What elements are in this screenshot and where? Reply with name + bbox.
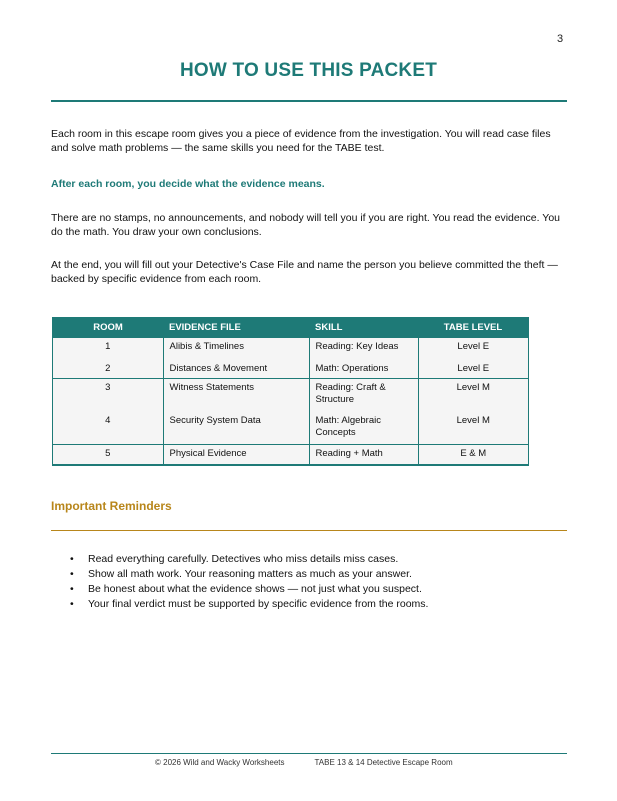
evidence-file: Physical Evidence: [163, 445, 309, 465]
table-row: [53, 445, 529, 465]
paragraph-rules: There are no stamps, no announcements, and nobody will tell you if you are right. You read the evidence. You do the math. You draw your own conclusions.: [51, 212, 561, 238]
reminder-text: Show all math work. Your reasoning matters as much as your answer.: [88, 568, 412, 580]
room-number: 2: [53, 360, 164, 379]
skill: Math: Operations: [309, 360, 418, 379]
lead-statement: After each room, you decide what the evidence means.: [51, 178, 325, 190]
bullet-icon: •: [70, 568, 74, 580]
page-title: HOW TO USE THIS PACKET: [179, 60, 438, 81]
table-row: [53, 379, 529, 412]
footer: [155, 758, 453, 767]
evidence-table: [52, 317, 529, 466]
reminder-text: Your final verdict must be supported by specific evidence from the rooms.: [88, 598, 429, 610]
header-room: ROOM: [53, 317, 164, 338]
header-evidence-file: EVIDENCE FILE: [163, 317, 309, 338]
tabe-level: Level E: [418, 338, 529, 360]
footer-product: TABE 13 & 14 Detective Escape Room: [314, 758, 453, 767]
reminders-heading: Important Reminders: [51, 499, 172, 513]
table-row: [53, 360, 529, 379]
bullet-icon: •: [70, 583, 74, 595]
reminders-divider: [51, 530, 567, 531]
room-number: 4: [53, 412, 164, 445]
footer-divider: [51, 753, 567, 754]
bullet-icon: •: [70, 598, 74, 610]
tabe-level: Level E: [418, 360, 529, 379]
list-item: [51, 597, 551, 612]
tabe-level: Level M: [418, 412, 529, 445]
intro-paragraph: Each room in this escape room gives you a piece of evidence from the investigation. You will read case files and solve math problems — the same skills you need for the TABE test.: [51, 128, 551, 154]
reminder-text: Be honest about what the evidence shows — not just what you suspect.: [88, 583, 422, 595]
evidence-file: Witness Statements: [163, 379, 309, 412]
room-number: 5: [53, 445, 164, 465]
bullet-icon: •: [70, 553, 74, 565]
list-item: [51, 552, 551, 567]
tabe-level: Level M: [418, 379, 529, 412]
tabe-level: E & M: [418, 445, 529, 465]
header-tabe-level: TABE LEVEL: [418, 317, 529, 338]
header-skill: SKILL: [309, 317, 418, 338]
skill: Math: Algebraic Concepts: [309, 412, 418, 445]
table-header-row: [53, 317, 529, 338]
skill: Reading + Math: [309, 445, 418, 465]
reminders-list: [51, 552, 551, 612]
evidence-file: Distances & Movement: [163, 360, 309, 379]
title-divider: [51, 100, 567, 102]
room-number: 1: [53, 338, 164, 360]
list-item: [51, 567, 551, 582]
room-number: 3: [53, 379, 164, 412]
skill: Reading: Craft & Structure: [309, 379, 418, 412]
evidence-file: Security System Data: [163, 412, 309, 445]
list-item: [51, 582, 551, 597]
table-row: [53, 412, 529, 445]
evidence-file: Alibis & Timelines: [163, 338, 309, 360]
footer-copyright: © 2026 Wild and Wacky Worksheets: [155, 758, 285, 767]
skill: Reading: Key Ideas: [309, 338, 418, 360]
table-row: [53, 338, 529, 360]
paragraph-case-file: At the end, you will fill out your Detective's Case File and name the person you believe committed the theft — backed by specific evidence from each room.: [51, 259, 558, 285]
reminder-text: Read everything carefully. Detectives who miss details miss cases.: [88, 553, 399, 565]
page-number: 3: [557, 33, 564, 45]
